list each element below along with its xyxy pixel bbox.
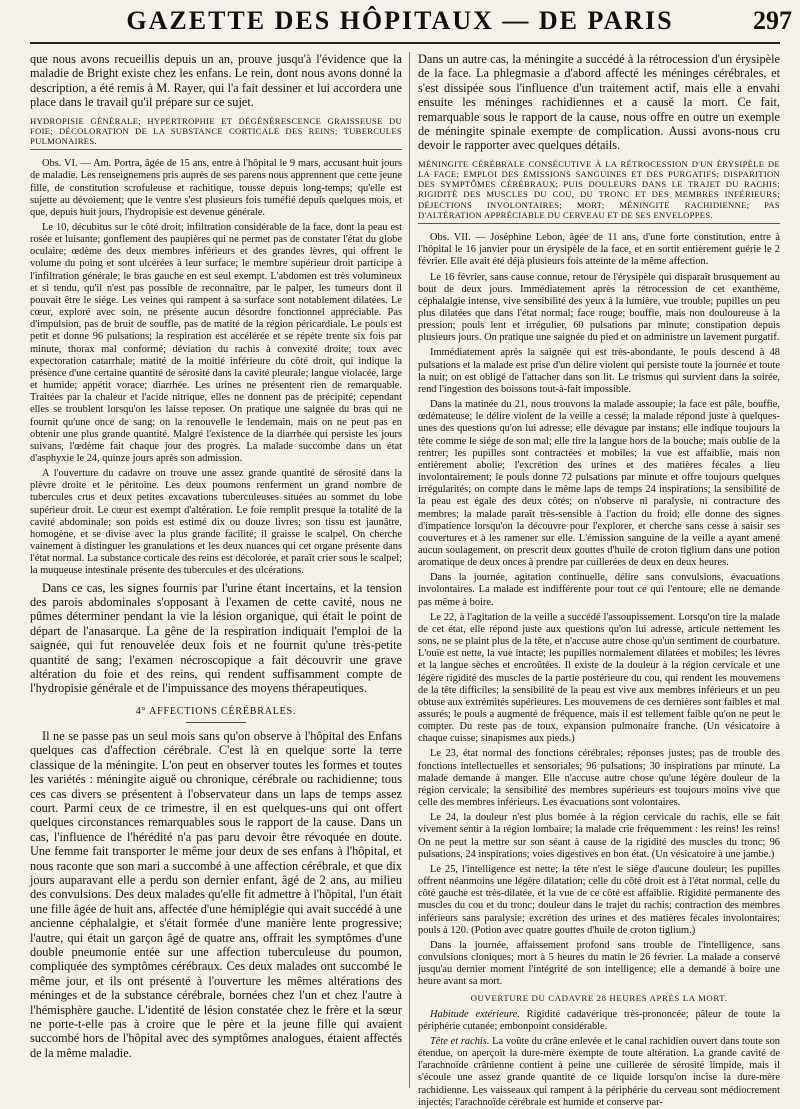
- paragraph: que nous avons recueillis depuis un an, prouve jusqu'à l'évidence que la maladie de Bright existe chez les enfans. Le rein, dont nous avons donné la description, a été remis à M. Rayer, qui l'a fait dessiner et lui accordera une place dans le travail qu'il prépare sur ce sujet.: [30, 52, 402, 110]
- paragraph: Dans la journée, agitation continuelle, délire sans convulsions, évacuations involontaires. La malade est indifférente pour tout ce qui l'entoure; elle ne demande pas même à boire.: [418, 572, 780, 608]
- paragraph: A l'ouverture du cadavre on trouve une assez grande quantité de sérosité dans la plèvre droite et le péritoine. Les deux poumons renferment un grand nombre de tubercules crus et deux petites excavations tuberculeuses situées au sommet du lobe supérieur droit. Le cœur est exempt d'altération. Le foie remplit presque la totalité de la cavité abdominale; son poids est estimé dix ou douze livres; son tissu est jaunâtre, homogène, et se divise avec la plus grande facilité; il graisse le scalpel. On cherche vainement à distinguer les granulations et les deux nuances qui cet organe présente dans l'état normal. La substance corticale des reins est décolorée, et paraît crier sous le scalpel; la muqueuse intestinale présente des tubercules et des ulcérations.: [30, 468, 402, 577]
- paragraph: Le 10, décubitus sur le côté droit; infiltration considérable de la face, dont la peau est rosée et luisante; gonflement des paupières qui ne permet pas de constater l'état du globe oculaire; œdème des deux membres inférieurs et des grandes lèvres, qui offrent le volume du poing et sont ulcérées à leur surface; le membre supérieur droit participe à l'infiltration générale; le bras gauche en est seul exempt. L'abdomen est très volumineux et si tendu, qu'il n'est pas possible de reconnaître, par le palper, les tumeurs dont il pouvait être le siége. Les veines qui rampent à sa surface sont notablement dilatées. Le cœur, exploré avec soin, ne présente aucun désordre fonctionnel appréciable. Pas d'impulsion, pas de bruit de souffle, pas de matité de la région péricardiale. Le pouls est petit et donne 96 pulsations; la respiration est accélérée et se répète trente six fois par minute, thorax mal conformé; déviation du rachis à convexité droite; toux avec expectoration catarrhale; matité de la moitié inférieure du côté droit, qui indique la présence d'une certaine quantité de sérosité dans la cavité pleurale; langue violacée, large et humide; appétit vorace; diarrhée. Les urines ne présentent rien de remarquable. Traitées par la chaleur et l'acide nitrique, elles ne donnent pas de précipité; cependant elles se troublent lorsqu'on les laisse reposer. On pratique une saignée du bras qui ne fournit qu'une once de sang; on la renouvelle le lendemain, mais on ne peut pas en obtenir une plus grande quantité. Malgré l'existence de la diarrhée qui persiste les jours suivans, l'œdème fait chaque jour des progrès. La malade succombe dans un état d'asphyxie le 24, quinze jours après son admission.: [30, 222, 402, 464]
- left-column: [30, 52, 402, 1088]
- paragraph: Dans ce cas, les signes fournis par l'urine étant incertains, et la tension des parois abdominales s'opposant à l'examen de cette cavité, nous ne pûmes déterminer pendant la vie la lésion organique, qui était le point de départ de l'anasarque. La gêne de la respiration indiquait l'emploi de la saignée, qui fut renouvelée deux fois et ne fournit qu'une très-petite quantité de sang; l'examen nécroscopique a fait découvrir une grave altération du foie et des reins, qui rendent suffisamment compte de l'hydropisie générale et de l'impuissance des moyens thérapeutiques.: [30, 580, 402, 696]
- paragraph: Le 23, état normal des fonctions cérébrales; réponses justes; pas de trouble des fonctions intellectuelles et sensoriales; 96 pulsations; 30 inspirations par minute. La malade demande à manger. Elle n'accuse autre chose qu'une légère douleur de la région cervicale; la sensibilité des membres supérieurs est toujours moins vive que celle des membres inférieurs. Les évacuations sont volontaires.: [418, 748, 780, 809]
- paragraph: Le 24, la douleur n'est plus bornée à la région cervicale du rachis, elle se fait vivement sentir à la région lombaire; la malade crie fréquemment : les reins! les reins! On ne peut la mettre sur son séant à cause de la rigidité des muscles du tronc; 96 pulsations, 24 inspirations; voies digestives en bon état. (Un vésicatoire à une jambe.): [418, 812, 780, 860]
- masthead: [0, 0, 800, 44]
- section-heading: [30, 706, 402, 723]
- newspaper-title: GAZETTE DES HÔPITAUX — DE PARIS: [126, 6, 674, 35]
- section-heading-text: 4° AFFECTIONS CÉRÉBRALES.: [135, 705, 297, 717]
- paragraph: [418, 1009, 780, 1033]
- right-column: [418, 52, 780, 1108]
- paragraph: Immédiatement après la saignée qui est très-abondante, le pouls descend à 48 pulsations et la malade est prise d'un délire violent qui persiste toute la journée et toute la nuit; on est obligé de l'attacher dans son lit. Le trismus qui survient dans la soirée, rend l'ingestion des boissons tout-à-fait impossible.: [418, 347, 780, 395]
- paragraph: Il ne se passe pas un seul mois sans qu'on observe à l'hôpital des Enfans quelques cas d'affection cérébrale. C'est là en quelque sorte la terre classique de la méningite. L'on peut en observer toutes les formes et toutes les variétés : méningite aiguë ou chronique, cérébrale ou rachidienne; tous ces cas divers se présentent à l'observateur dans un laps de temps assez court. Parmi ceux de ce trimestre, il en est quelques-uns qui ont offert quelques circonstances remarquables sous le rapport de la cause. Dans un cas, l'influence de l'hérédité n'a pas paru devoir être révoquée en doute. Une femme fait transporter le même jour deux de ses enfans à l'hôpital, et nous raconte que son mari a succombé à une affection cérébrale, et que dix jours auparavant elle a perdu son dernier enfant, âgé de 2 ans, au milieu des convulsions. Des deux malades qu'elle fit admettre à l'hôpital, l'un était une fille âgée de huit ans, affectée d'une hémiplégie qui avait succédé à une ancienne céphalalgie, et s'était formée d'une manière lente progressive; l'autre, qui était un garçon âgé de quatre ans, offrait les symptômes d'une double pneumonie entée sur une affection tuberculeuse du poumon, compliquée des symptômes cérébraux. Ces deux malades ont succombé le même jour, et ils ont présenté à l'ouverture les mêmes altérations des méninges et de la substance cérébrale, bornées chez l'un et chez l'autre à l'hémisphère gauche. L'identité de lésion constatée chez le frère et la sœur ne porte-t-elle pas à croire que le père et la jeune fille qui avaient succombé hors de l'hôpital avec des symptômes analogues, étaient affectés de la même maladie.: [30, 728, 402, 1060]
- section-heading: MÉNINGITE CÉRÉBRALE CONSÉCUTIVE À LA RÉTROCESSION D'UN ÉRYSIPÈLE DE LA FACE; EMPLOI DES ÉMISSIONS SANGUINES ET DES PURGATIFS; DISPARITION DES SYMPTÔMES CÉRÉBRAUX; PUIS DOULEURS DANS LE TRAJET DU RACHIS; RIGIDITÉ DES MUSCLES DU COU, DU TRONC ET DES MEMBRES INFÉRIEURS; DÉJECTIONS INVOLONTAIRES; MORT; MÉNINGITE RACHIDIENNE; PAS D'ALTÉRATION APPRÉCIABLE DU CERVEAU ET DE SES ENVELOPPES.: [418, 159, 780, 224]
- masthead-rule: [30, 42, 780, 44]
- paragraph: Le 25, l'intelligence est nette; la tête n'est le siége d'aucune douleur; les pupilles offrent néanmoins une légère dilatation; celle du côté droit est à l'état normal, celle du côté gauche est très-dilatée, et la vue de ce côté est affaiblie. Rigidité permanente des muscles du cou et du tronc; douleur dans le trajet du rachis; contraction des membres inférieurs sans paralysie; excrétion des urines et des matières fécales involontaires; pouls à 120. (Potion avec quatre gouttes d'huile de croton tiglium.): [418, 863, 780, 936]
- column-divider: [409, 52, 410, 1088]
- paragraph-text: Rigidité cadavérique très-prononcée; pâleur de toute la périphérie cutanée; embonpoint considérable.: [418, 1008, 780, 1032]
- paragraph: Le 22, à l'agitation de la veille a succédé l'assoupissement. Lorsqu'on tire la malade de cet état, elle répond juste aux questions qu'on lui adresse, articule nettement les sons, ne se plaint plus de la tête, et n'accuse autre chose qu'un sentiment de courbature. L'ouïe est nette, la vue intacte; les pupilles normalement dilatées et mobiles; les lèvres et la langue sèches et encroûtées. Il existe de la douleur à la région cervicale et une légère rigidité des muscles de la partie postérieure du cou, qui rendent les mouvemens de la tête difficiles; la sensibilité de la peau est vive aux membres inférieurs et un peu obtuse aux extrémités supérieures. Les mouvemens de ces dernières sont faibles et mal assurés; le pouls a augmenté de fréquence, mais il est tellement faible qu'on ne peut le compter. Du reste pas de toux, expansion pulmonaire franche. (Un vésicatoire à chaque cuisse; sinapismes aux pieds.): [418, 611, 780, 745]
- paragraph-label: Tête et rachis.: [430, 1035, 490, 1047]
- paragraph: [418, 1036, 780, 1109]
- paragraph-label: Habitude extérieure.: [430, 1008, 520, 1020]
- paragraph: Dans la matinée du 21, nous trouvons la malade assoupie; la face est pâle, bouffie, œdémateuse; le délire violent de la veille a cessé; la malade répond juste à quelques-unes des questions qu'on lui adresse; elle dévague par instans; elle indique toujours la tête comme le siége de son mal; elle tire la langue hors de la bouche; mais oublie de la rentrer; les pupilles sont contractées et mobiles; la vue est affaiblie, mais non entièrement abolie; l'excrétion des urines et des matières fécales a lieu involontairement; le pouls donne 72 pulsations par minute et offre toujours quelques irrégularités; on compte dans le même laps de temps 24 inspirations; la sensibilité de la peau est égale des deux côtés; on n'observe ni paralysie, ni contracture des membres; la malade paraît très-sensible à l'action du froid; elle donne des signes d'impatience lorsqu'on la découvre pour l'explorer, et cherche sans cesse à saisir ses couvertures et à les ramener sur elle. L'émission sanguine de la veille a ayant amené aucun soulagement, on prescrit deux gouttes d'huile de croton tiglium dans une potion aromatique de deux onces à prendre par cuillerées de deux en deux heures.: [418, 399, 780, 569]
- paragraph: Le 16 février, sans cause connue, retour de l'érysipèle qui disparaît brusquement au bout de deux jours. Immédiatement après la rétrocession de cet exanthème, céphalalgie intense, vive sensibilité des yeux à la lumière, vue trouble; pupilles un peu plus dilatées que dans l'état normal; face rouge; bouffie, mais non douloureuse à la pression; pouls lent et irrégulier, 60 pulsations par minute; constipation depuis plusieurs jours. On pratique une saignée du pied et on administre un lavement purgatif.: [418, 271, 780, 344]
- paragraph-text: La voûte du crâne enlevée et le canal rachidien ouvert dans toute son étendue, on aperçoit la dure-mère exempte de toute altération. La grande cavité de l'arachnoïde crânienne contient à peine une cuillerée de sérosité limpide, mais il s'écoule une assez grande quantité de ce liquide lorsqu'on incise la dure-mère rachidienne. Les vaisseaux qui rampent à la périphérie du cerveau sont médiocrement injectés; l'arachnoïde cérébrale est humide et conserve par-: [418, 1035, 780, 1108]
- page-number: 297: [753, 6, 792, 35]
- section-heading: OUVERTURE DU CADAVRE 28 HEURES APRÈS LA MORT.: [470, 993, 728, 1004]
- section-heading: HYDROPISIE GÉNÉRALE; HYPERTROPHIE ET DÉGÉNÉRESCENCE GRAISSEUSE DU FOIE; DÉCOLORATION DE LA SUBSTANCE CORTICALE DES REINS; TUBERCULES PULMONAIRES.: [30, 116, 402, 151]
- paragraph: Obs. VI. — Am. Portra, âgée de 15 ans, entre à l'hôpital le 9 mars, accusant huit jours de maladie. Les renseignemens pris auprès de ses parens nous apprennent que cette jeune fille, de constitution scrofuleuse et rachitique, tousse depuis long-temps; qu'elle est sujette au dévoiement; que le ventre s'est plusieurs fois tuméfié depuis quelques mois, et que, depuis huit jours, l'hydropisie est devenue générale.: [30, 158, 402, 218]
- paragraph: Dans la journée, affaissement profond sans trouble de l'intelligence, sans convulsions cloniques; mort à 5 heures du matin le 26 février. La malade a conservé jusqu'au dernier moment l'intégrité de son intelligence; elle a demandé à boire une heure avant sa mort.: [418, 939, 780, 988]
- paragraph: Dans un autre cas, la méningite a succédé à la rétrocession d'un érysipèle de la face. La phlegmasie a d'abord affecté les méninges cérébrales, et s'est dissipée sous l'influence d'un traitement actif, mais elle a envahi ensuite les méninges rachidiennes et a causé la mort. Ce fait, remarquable sous le rapport de la cause, nous offre en outre un exemple de méningite spinale exempte de complication. Aussi avons-nous cru devoir le rapporter avec quelques détails.: [418, 52, 780, 153]
- heading-rule: [186, 722, 246, 723]
- paragraph: Obs. VII. — Joséphine Lebon, âgée de 11 ans, d'une forte constitution, entre à l'hôpital le 16 janvier pour un érysipèle de la face, et en sortit entièrement guérie le 2 février. Elle avait été déjà plusieurs fois atteinte de la même affection.: [418, 232, 780, 268]
